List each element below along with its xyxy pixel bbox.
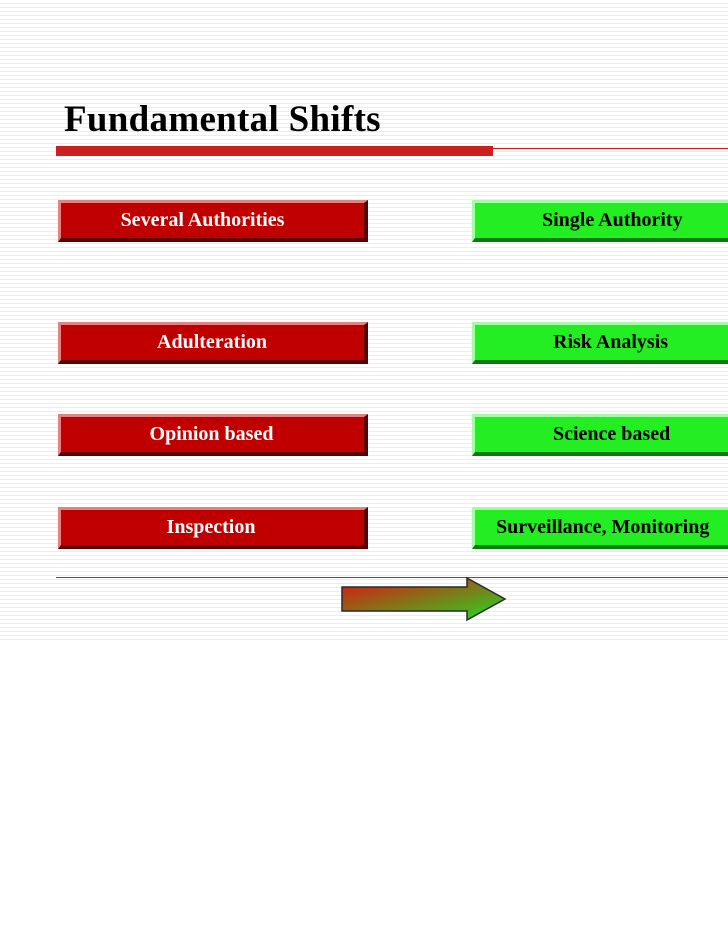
title-underline-bar	[56, 146, 493, 156]
from-box-adulteration	[58, 322, 368, 364]
from-box-label: Inspection	[166, 516, 256, 538]
from-box-label: Several Authorities	[120, 209, 285, 231]
to-box-label: Risk Analysis	[553, 331, 669, 353]
title-underline-rule	[493, 148, 728, 149]
from-box-label: Opinion based	[149, 423, 274, 445]
to-box-label: Single Authority	[542, 209, 683, 231]
to-box-risk-analysis	[472, 322, 728, 364]
to-box-label: Surveillance, Monitoring	[496, 516, 710, 538]
to-box-surveillance-monitoring	[472, 507, 728, 549]
from-box-inspection	[58, 507, 368, 549]
right-arrow-icon	[340, 576, 508, 622]
to-box-label: Science based	[553, 423, 671, 445]
from-box-opinion-based	[58, 414, 368, 456]
from-box-label: Adulteration	[157, 331, 267, 353]
from-box-several-authorities	[58, 200, 368, 242]
to-box-science-based	[472, 414, 728, 456]
to-box-single-authority	[472, 200, 728, 242]
slide-title: Fundamental Shifts	[64, 99, 381, 140]
